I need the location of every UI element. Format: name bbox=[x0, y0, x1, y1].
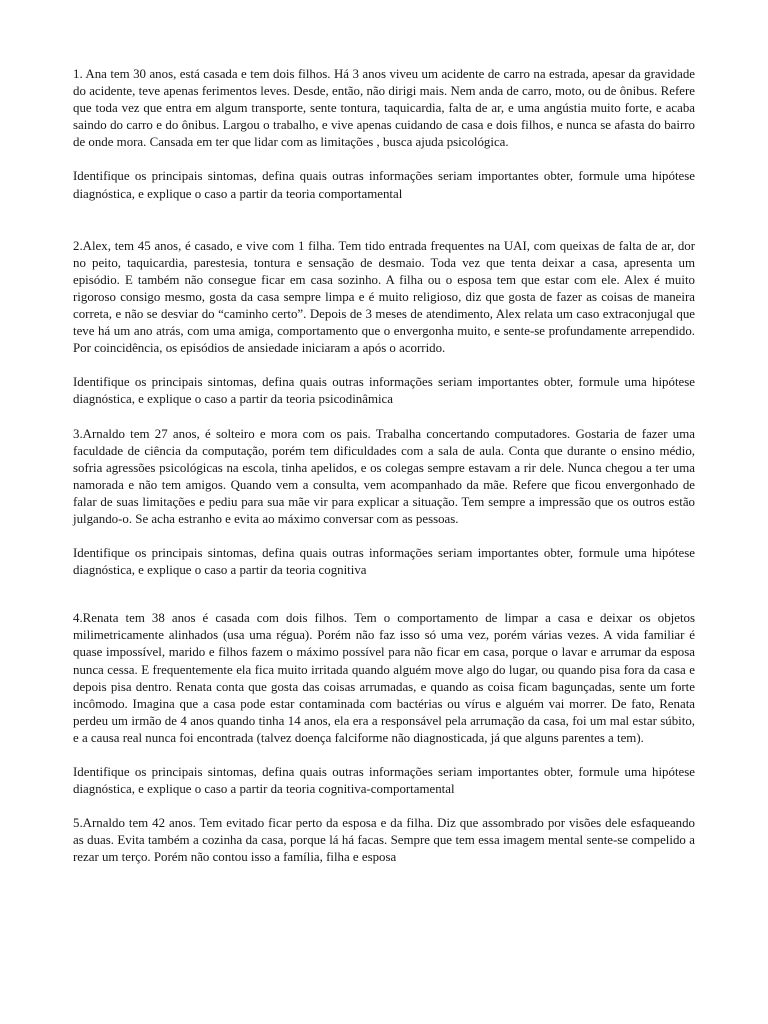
case-2-question: Identifique os principais sintomas, defina quais outras informações seriam importantes obter, formule uma hipótese diagnóstica, e explique o caso a partir da teoria psicodinâmica bbox=[73, 375, 695, 407]
case-5-text: 5.Arnaldo tem 42 anos. Tem evitado ficar perto da esposa e da filha. Diz que assombrado por visões dele esfaqueando as duas. Evita também a cozinha da casa, porque lá há facas. Sempre que tem essa imagem mental sente-se compelido a rezar um terço. Porém não contou isso a família, filha e esposa bbox=[73, 816, 695, 865]
case-1-text: 1. Ana tem 30 anos, está casada e tem dois filhos. Há 3 anos viveu um acidente de carro na estrada, apesar da gravidade do acidente, teve apenas ferimentos leves. Desde, então, não dirigi mais. Nem anda de carro, moto, ou de ônibus. Refere que toda vez que entra em algum transporte, sente tontura, taquicardia, falta de ar, e uma angústia muito forte, e acaba saindo do carro e do ônibus. Largou o trabalho, e vive apenas cuidando de casa e dois filhos, e nunca se afasta do bairro de onde mora. Cansada em ter que lidar com as limitações , busca ajuda psicológica. bbox=[73, 67, 695, 150]
case-4-question: Identifique os principais sintomas, defina quais outras informações seriam importantes obter, formule uma hipótese diagnóstica, e explique o caso a partir da teoria cognitiva-comportamental bbox=[73, 765, 695, 797]
case-3-text: 3.Arnaldo tem 27 anos, é solteiro e mora com os pais. Trabalha concertando computadores. Gostaria de fazer uma faculdade de ciência da computação, porém tem dificuldades com a sala de aula. Conta que durante o ensino médio, sofria agressões psicológicas na escola, tinha apelidos, e os colegas sempre estavam a rir dele. Nunca chegou a ter uma namorada e não tem amigos. Quando vem a consulta, vem acompanhado da mãe. Refere que ficou envergonhado de falar de suas limitações e pediu para sua mãe vir para explicar a situação. Tem sempre a impressão que os outros estão julgando-o. Se acha estranho e evita ao máximo conversar com as pessoas. bbox=[73, 426, 695, 526]
paragraph-spacer bbox=[73, 528, 695, 545]
paragraph-spacer bbox=[73, 151, 695, 168]
document-page bbox=[73, 66, 695, 866]
case-spacer bbox=[73, 579, 695, 610]
case-4-text: 4.Renata tem 38 anos é casada com dois filhos. Tem o comportamento de limpar a casa e deixar os objetos milimetricamente alinhados (usa uma régua). Porém não faz isso só uma vez, porém várias vezes. A vida familiar é quase impossível, marido e filhos fazem o máximo possível para não ficar em casa, porque o lavar e arrumar da esposa nunca cessa. E frequentemente ela fica muito irritada quando alguém move algo do lugar, ou quando pisa fora da casa e depois pisa dentro. Renata conta que gosta das coisas arrumadas, e quando as coisa ficam bagunçadas, sente um forte incômodo. Imagina que a casa pode estar contaminada com bactérias ou vírus e alguém vai morrer. De fato, Renata perdeu um irmão de 4 anos quando tinha 14 anos, ela era a responsável pela arrumação da casa, foi um mal estar súbito, e a causa real nunca foi encontrada (talvez doença falciforme não diagnosticada, já que alguns parentes a tem). bbox=[73, 611, 695, 745]
case-spacer bbox=[73, 203, 695, 238]
paragraph-spacer bbox=[73, 747, 695, 764]
case-3-question: Identifique os principais sintomas, defina quais outras informações seriam importantes obter, formule uma hipótese diagnóstica, e explique o caso a partir da teoria cognitiva bbox=[73, 546, 695, 578]
case-1-question: Identifique os principais sintomas, defina quais outras informações seriam importantes obter, formule uma hipótese diagnóstica, e explique o caso a partir da teoria comportamental bbox=[73, 169, 695, 201]
paragraph-spacer bbox=[73, 357, 695, 374]
case-spacer bbox=[73, 409, 695, 426]
case-spacer bbox=[73, 798, 695, 815]
case-2-text: 2.Alex, tem 45 anos, é casado, e vive com 1 filha. Tem tido entrada frequentes na UAI, com queixas de falta de ar, dor no peito, taquicardia, parestesia, tontura e sensação de desmaio. Toda vez que tenta deixar a casa, apresenta um episódio. E também não consegue ficar em casa sozinho. A filha ou o esposa tem que estar com ele. Alex é muito rigoroso consigo mesmo, gosta da casa sempre limpa e é muito religioso, diz que gosta de fazer as coisas de maneira correta, e não se desviar do “caminho certo”. Depois de 3 meses de atendimento, Alex relata um caso extraconjugal que teve há um ano atrás, com uma amiga, comportamento que o envergonha muito, e sente-se profundamente arrependido. Por coincidência, os episódios de ansiedade iniciaram a após o acorrido. bbox=[73, 238, 695, 356]
